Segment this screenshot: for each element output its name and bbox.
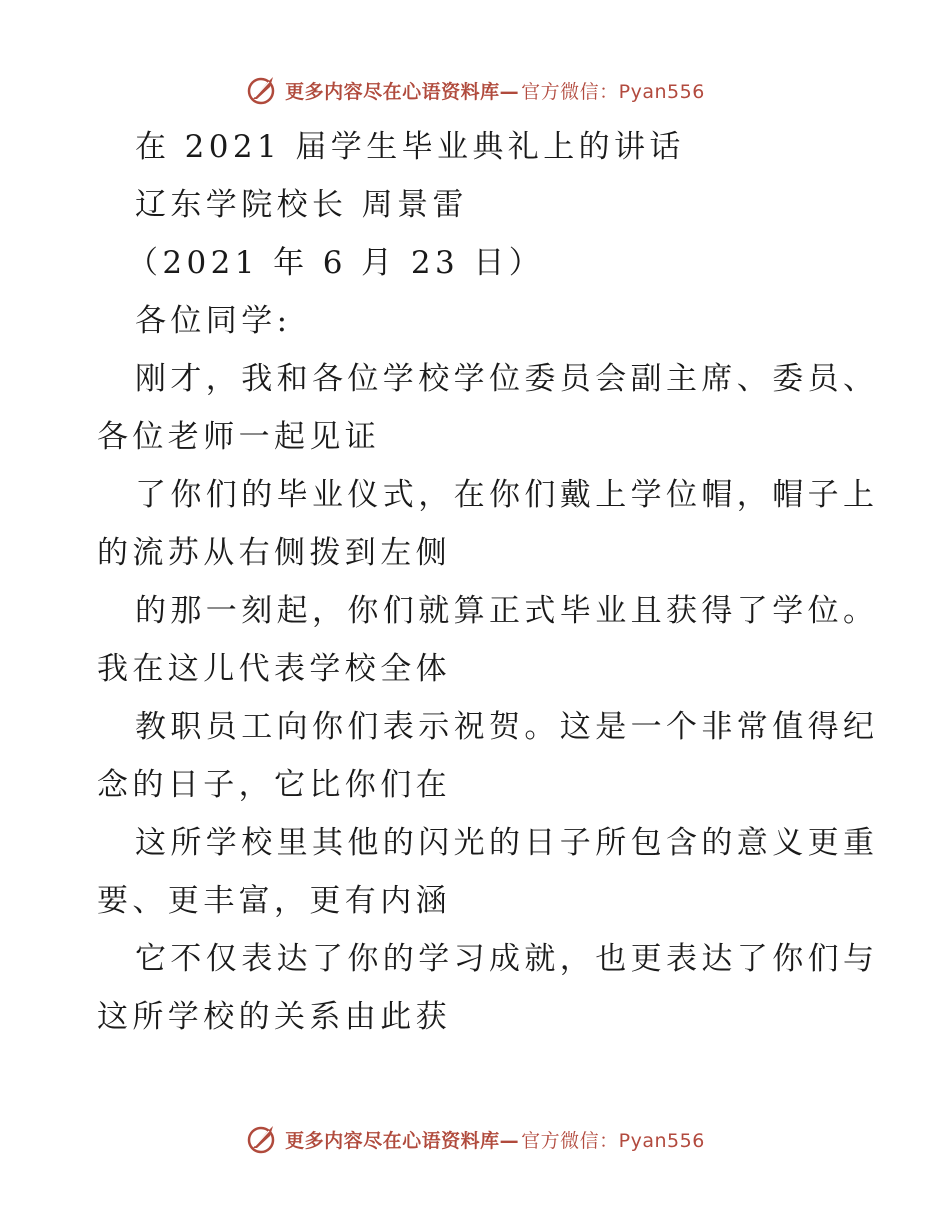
paragraph-line: 念的日子，它比你们在 [97,767,451,803]
paragraph-line: 各位老师一起见证 [97,419,381,455]
banner-separator: — [499,1129,520,1152]
paragraph-line: 这所学校里其他的闪光的日子所包含的意义更重 [135,825,879,861]
paragraph-line: 刚才，我和各位学校学位委员会副主席、委员、 [135,361,879,397]
banner-text [285,1126,705,1153]
banner-brand: 更多内容尽在心语资料库 [285,1129,500,1152]
paragraph-line: 教职员工向你们表示祝贺。这是一个非常值得纪 [135,709,879,745]
document-author: 辽东学院校长 周景雷 [135,187,468,223]
footer-banner [0,1119,950,1159]
paragraph-line: 要、更丰富，更有内涵 [97,883,451,919]
paragraph-line: 这所学校的关系由此获 [97,999,451,1035]
document-salutation: 各位同学: [135,303,292,339]
paragraph-line: 了你们的毕业仪式，在你们戴上学位帽，帽子上 [135,477,879,513]
header-banner [0,70,950,110]
quill-logo-icon [245,73,279,107]
banner-wechat: 官方微信：Pyan556 [521,1129,705,1152]
document-body [97,118,879,1046]
banner-separator: — [499,80,520,103]
banner-text [285,77,705,104]
paragraph-line: 的那一刻起，你们就算正式毕业且获得了学位。 [135,593,879,629]
banner-wechat: 官方微信：Pyan556 [521,80,705,103]
quill-logo-icon [245,1122,279,1156]
paragraph-line: 的流苏从右侧拨到左侧 [97,535,451,571]
document-date: （2021 年 6 月 23 日） [127,245,545,281]
document-title: 在 2021 届学生毕业典礼上的讲话 [135,129,685,165]
banner-brand: 更多内容尽在心语资料库 [285,80,500,103]
paragraph-line: 它不仅表达了你的学习成就，也更表达了你们与 [135,941,879,977]
paragraph-line: 我在这儿代表学校全体 [97,651,451,687]
